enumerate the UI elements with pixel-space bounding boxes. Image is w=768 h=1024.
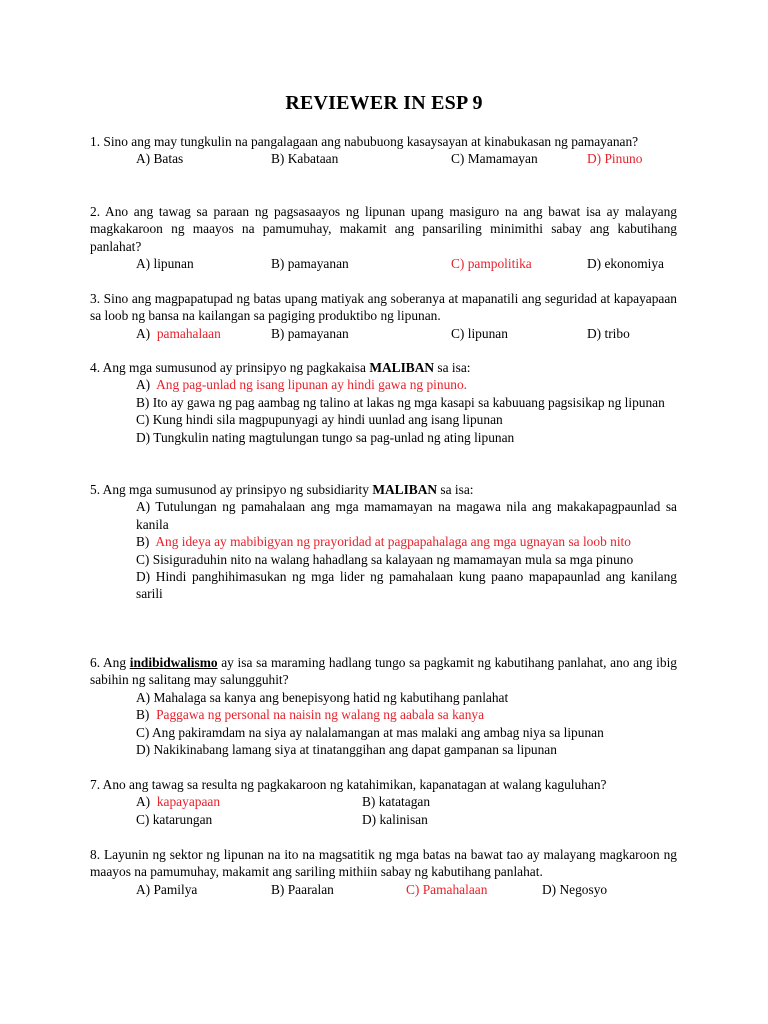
question-1-option-c: C) Mamamayan bbox=[451, 151, 538, 167]
question-2-options bbox=[90, 255, 677, 272]
question-5-options bbox=[90, 498, 677, 602]
question-7 bbox=[90, 776, 677, 828]
question-6-option-d: D) Nakikinabang lamang siya at tinatanggihan ang dapat gampanan sa lipunan bbox=[136, 742, 557, 758]
option-letter: A) bbox=[136, 794, 151, 810]
question-2-stem: 2. Ano ang tawag sa paraan ng pagsasaayos ng lipunan upang masiguro na ang bawat isa ay malayang magkakaroon ng maayos na pamumuhay, makamit ang pansariling minimithi sabay ang kabutihang panlahat? bbox=[90, 204, 677, 254]
question-4-option-a-answer bbox=[136, 376, 677, 393]
question-3-option-b: B) pamayanan bbox=[271, 325, 349, 341]
option-letter: B) bbox=[136, 534, 150, 550]
option-text-answer: Ang ideya ay mabibigyan ng prayoridad at pagpapahalaga ang mga ugnayan sa loob nito bbox=[155, 534, 631, 550]
question-4 bbox=[90, 359, 677, 446]
stem-emphasis: MALIBAN bbox=[369, 360, 435, 375]
option-text-answer: Ang pag-unlad ng isang lipunan ay hindi gawa ng pinuno. bbox=[156, 377, 468, 393]
question-8-stem: 8. Layunin ng sektor ng lipunan na ito na magsatitik ng mga batas na bawat tao ay malayang magkaroon ng maayos na pamumuhay, makamit ang sariling mithiin sabay ng kabutihang panlahat. bbox=[90, 847, 677, 880]
question-2-option-a: A) lipunan bbox=[136, 256, 194, 272]
option-text-answer: pamahalaan bbox=[156, 325, 221, 341]
question-7-options-row-1 bbox=[90, 793, 677, 810]
question-1-option-a: A) Batas bbox=[136, 151, 184, 167]
question-8-options bbox=[90, 881, 677, 898]
question-5-stem bbox=[90, 481, 677, 498]
question-6-option-a: A) Mahalaga sa kanya ang benepisyong hatid ng kabutihang panlahat bbox=[136, 689, 509, 705]
stem-text: sa isa: bbox=[434, 360, 471, 375]
question-1 bbox=[90, 133, 677, 168]
question-3-options bbox=[90, 325, 677, 342]
question-3-stem: 3. Sino ang magpapatupad ng batas upang matiyak ang soberanya at mapanatili ang seguridad at kapayapaan sa loob ng bansa na kailangan sa pagiging produktibo ng lipunan. bbox=[90, 291, 677, 324]
stem-underlined-term: indibidwalismo bbox=[129, 655, 218, 670]
stem-text: ay isa sa maraming hadlang tungo sa pagkamit ng kabutihang panlahat, ano ang ibig sabihin ng salitang may salungguhit? bbox=[90, 655, 678, 688]
question-5 bbox=[90, 481, 677, 603]
question-2 bbox=[90, 203, 677, 273]
question-3-option-c: C) lipunan bbox=[451, 325, 508, 341]
question-4-option-c: C) Kung hindi sila magpupunyagi ay hindi uunlad ang isang lipunan bbox=[136, 412, 503, 428]
question-4-options bbox=[90, 376, 677, 446]
question-7-options-row-2 bbox=[90, 811, 677, 828]
question-4-stem bbox=[90, 359, 677, 376]
question-5-option-b-answer bbox=[136, 533, 677, 550]
question-6-options bbox=[90, 689, 677, 759]
page-title: REVIEWER IN ESP 9 bbox=[285, 92, 483, 114]
option-letter: A) bbox=[136, 377, 151, 393]
question-7-option-a-answer bbox=[136, 793, 220, 810]
option-text-answer: kapayapaan bbox=[156, 794, 221, 810]
question-1-option-d-answer: D) Pinuno bbox=[587, 151, 643, 167]
question-4-option-b: B) Ito ay gawa ng pag aambag ng talino at lakas ng mga kasapi sa kabuuang pagsisikap ng lipunan bbox=[136, 394, 665, 410]
stem-text: 4. Ang mga sumusunod ay prinsipyo ng pagkakaisa bbox=[90, 360, 370, 375]
question-3 bbox=[90, 290, 677, 342]
question-2-option-d: D) ekonomiya bbox=[587, 256, 664, 272]
question-5-option-c: C) Sisiguraduhin nito na walang hahadlang sa kalayaan ng mamamayan mula sa mga pinuno bbox=[136, 551, 634, 567]
question-6 bbox=[90, 654, 677, 758]
stem-text: sa isa: bbox=[437, 482, 474, 497]
option-letter: B) bbox=[136, 707, 150, 723]
stem-text: 6. Ang bbox=[90, 655, 130, 670]
question-4-option-d: D) Tungkulin nating magtulungan tungo sa pag-unlad ng ating lipunan bbox=[136, 429, 515, 445]
question-1-option-b: B) Kabataan bbox=[271, 151, 339, 167]
question-7-stem: 7. Ano ang tawag sa resulta ng pagkakaroon ng katahimikan, kapanatagan at walang kaguluhan? bbox=[90, 777, 607, 792]
question-7-option-b: B) katatagan bbox=[362, 794, 431, 810]
question-8-option-c-answer: C) Pamahalaan bbox=[406, 881, 488, 897]
question-3-option-a-answer bbox=[136, 325, 221, 342]
question-8-option-b: B) Paaralan bbox=[271, 881, 334, 897]
question-7-option-c: C) katarungan bbox=[136, 811, 213, 827]
question-8-option-a: A) Pamilya bbox=[136, 881, 198, 897]
question-5-option-d: D) Hindi panghihimasukan ng mga lider ng pamahalaan kung paano mapapaunlad ang kanilang sarili bbox=[136, 569, 677, 602]
question-1-options bbox=[90, 150, 677, 167]
question-8-option-d: D) Negosyo bbox=[542, 881, 608, 897]
stem-text: 5. Ang mga sumusunod ay prinsipyo ng subsidiarity bbox=[90, 482, 373, 497]
option-text-answer: Paggawa ng personal na naisin ng walang ng aabala sa kanya bbox=[156, 707, 485, 723]
question-6-option-b-answer bbox=[136, 706, 677, 723]
question-2-option-c-answer: C) pampolitika bbox=[451, 256, 532, 272]
question-8 bbox=[90, 846, 677, 898]
question-6-option-c: C) Ang pakiramdam na siya ay nalalamangan at mas malaki ang ambag niya sa lipunan bbox=[136, 724, 604, 740]
question-2-option-b: B) pamayanan bbox=[271, 256, 349, 272]
question-5-option-a: A) Tutulungan ng pamahalaan ang mga mamamayan na magawa nila ang makakapagpaunlad sa kanila bbox=[136, 499, 677, 532]
option-letter: A) bbox=[136, 325, 151, 341]
stem-emphasis: MALIBAN bbox=[372, 482, 438, 497]
question-7-option-d: D) kalinisan bbox=[362, 811, 428, 827]
question-6-stem bbox=[90, 654, 677, 689]
question-1-stem: 1. Sino ang may tungkulin na pangalagaan ang nabubuong kasaysayan at kinabukasan ng pamayanan? bbox=[90, 134, 639, 149]
question-3-option-d: D) tribo bbox=[587, 325, 630, 341]
